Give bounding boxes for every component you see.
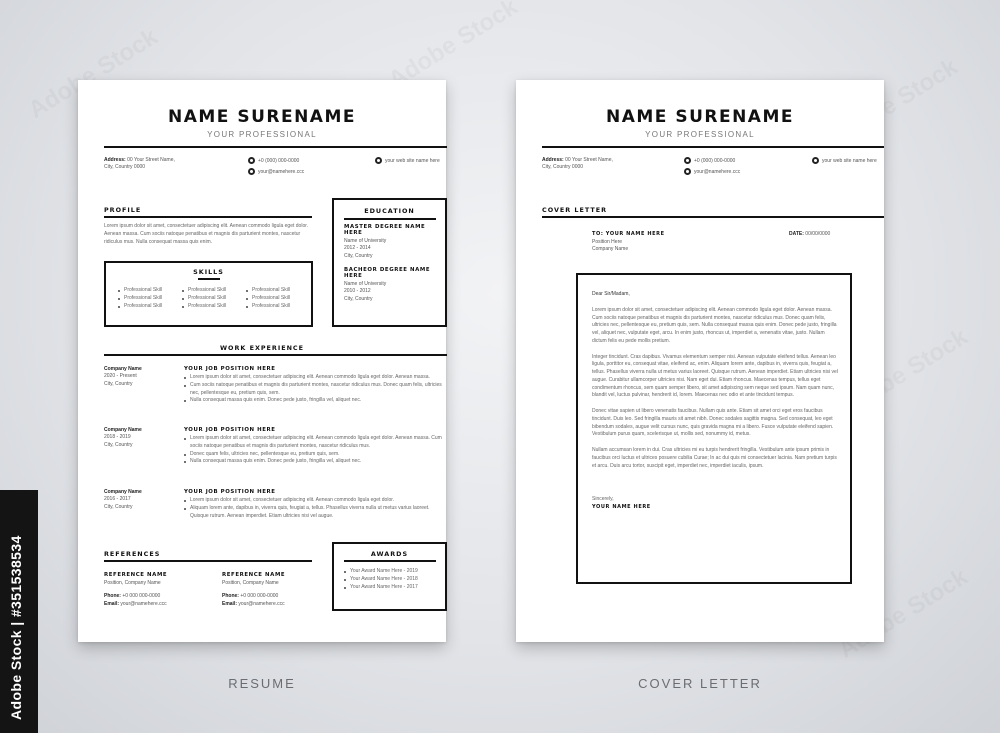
skill-item: Professional Skill xyxy=(182,287,240,295)
stock-badge-text: Adobe Stock | #351538534 xyxy=(8,535,24,720)
skills-column xyxy=(182,287,240,310)
reference-email: Email: your@namehere.ccc xyxy=(104,600,167,607)
recipient-block xyxy=(592,231,665,254)
job-bullets xyxy=(184,374,446,405)
address-line2: City, Country 0000 xyxy=(104,164,146,171)
reference-phone: Phone: +0 000 000-0000 xyxy=(222,593,279,600)
job-position: YOUR JOB POSITION HERE xyxy=(184,489,276,495)
letter-body xyxy=(592,291,838,512)
education-entry xyxy=(344,224,440,260)
date-label: DATE: xyxy=(789,231,804,237)
letter-paragraph: Nullam accumsan lorem in dui. Cras ultricies mi eu turpis hendrerit fringilla. Vestibulum ante ipsum primis in faucibus orci luctus et ultrices posuere cubilia Curae; In ac dui quis mi consectetuer lacinia. Nam pretium turpis et arcu. Duis arcu tortor, suscipit eget, imperdiet nec, imperdiet iaculis, ipsum. xyxy=(592,447,837,469)
reference-entry xyxy=(222,572,322,608)
reference-name: REFERENCE NAME xyxy=(104,572,168,578)
salutation: Dear Sir/Madam, xyxy=(592,291,630,297)
education-underline xyxy=(344,218,436,220)
phone-icon xyxy=(248,157,255,164)
phone-contact: +0 (000) 000-0000 xyxy=(248,157,299,164)
skills-column xyxy=(246,287,304,310)
education-box xyxy=(332,198,447,327)
education-years: 2012 - 2014 xyxy=(344,245,371,252)
job-bullet: Nulla consequat massa quis enim. Donec pede justo, fringilla vel, aliquet nec. xyxy=(184,458,446,466)
job-bullet: Lorem ipsum dolor sit amet, consectetuer adipiscing elit. Aenean commodo ligula eget dolor. Aenean massa. Cum sociis natoque penatibus et magnis dis parturient montes, nascetur ridiculus mus. xyxy=(184,435,446,451)
job-years: 2018 - 2019 xyxy=(104,434,131,441)
award-item: Your Award Name Here - 2019 xyxy=(344,568,444,576)
job-bullet: Donec quam felis, ultricies nec, pellentesque eu, pretium quis, sem. xyxy=(184,451,446,459)
job-location: City, Country xyxy=(104,380,133,387)
company-name: Company Name xyxy=(104,489,142,495)
resume-caption: RESUME xyxy=(228,676,296,691)
letter-paragraph: Lorem ipsum dolor sit amet, consectetuer adipiscing elit. Aenean commodo ligula eget dolor. Aenean massa. Cum sociis natoque penatibus et magnis dis parturient montes, nascetur ridiculus mus. Donec quam felis, ultricies nec, pellentesque eu, pretium quis, sem. Nulla consequat massa quis enim. Donec pede justo, fringilla vel, aliquet nec, vulputate eget, arcu. In enim justo, rhoncus ut, imperdiet a, venenatis vitae, justo. Nullam dictum felis eu pede mollis pretium. xyxy=(592,306,837,344)
skill-item: Professional Skill xyxy=(246,295,304,303)
reference-position: Position, Company Name xyxy=(222,580,279,586)
header-divider xyxy=(104,146,447,148)
skills-column xyxy=(118,287,176,310)
award-item: Your Award Name Here - 2018 xyxy=(344,576,444,584)
education-location: City, Country xyxy=(344,295,373,302)
work-heading: WORK EXPERIENCE xyxy=(220,344,304,352)
work-divider xyxy=(104,354,447,356)
cover-name: NAME SURENAME xyxy=(606,107,794,127)
company-name: Company Name xyxy=(104,427,142,433)
education-location: City, Country xyxy=(344,252,373,259)
skill-item: Professional Skill xyxy=(246,287,304,295)
reference-phone: Phone: +0 000 000-0000 xyxy=(104,593,161,600)
recipient-name: TO: YOUR NAME HERE xyxy=(592,231,665,237)
skills-box xyxy=(104,261,313,327)
skill-item: Professional Skill xyxy=(182,295,240,303)
phone-icon xyxy=(684,157,691,164)
email-icon xyxy=(248,168,255,175)
header-divider xyxy=(542,146,884,148)
skill-item: Professional Skill xyxy=(118,287,176,295)
email-icon xyxy=(684,168,691,175)
signature-name: YOUR NAME HERE xyxy=(592,504,651,510)
job-bullets xyxy=(184,435,446,466)
skills-heading: SKILLS xyxy=(193,268,224,276)
references-heading: REFERENCES xyxy=(104,550,161,558)
skill-item: Professional Skill xyxy=(118,303,176,311)
globe-icon xyxy=(375,157,382,164)
job-years: 2016 - 2017 xyxy=(104,496,131,503)
reference-name: REFERENCE NAME xyxy=(222,572,286,578)
address-line1: 00 Your Street Name, xyxy=(127,157,175,163)
resume-profession: YOUR PROFESSIONAL xyxy=(207,130,317,139)
profile-divider xyxy=(104,216,312,218)
reference-position: Position, Company Name xyxy=(104,580,161,586)
skill-item: Professional Skill xyxy=(182,303,240,311)
school-name: Name of University xyxy=(344,281,387,287)
date-block xyxy=(789,231,830,238)
awards-underline xyxy=(344,560,436,562)
recipient-position: Position Here xyxy=(592,239,623,245)
award-item: Your Award Name Here - 2017 xyxy=(344,584,444,592)
job-bullets xyxy=(184,497,446,520)
reference-email: Email: your@namehere.ccc xyxy=(222,600,285,607)
address-block: Address: 00 Your Street Name, City, Country 0000 xyxy=(542,157,613,171)
education-years: 2010 - 2012 xyxy=(344,288,371,295)
job-position: YOUR JOB POSITION HERE xyxy=(184,366,276,372)
date-value: 00/00/0000 xyxy=(805,231,831,237)
phone-contact: +0 (000) 000-0000 xyxy=(684,157,735,164)
job-years: 2020 - Present xyxy=(104,373,137,380)
company-name: Company Name xyxy=(104,366,142,372)
job-bullet: Cum sociis natoque penatibus et magnis dis parturient montes, nascetur ridiculus mus. Donec quam felis, ultricies nec, pellentesque eu, pretium quis, sem. xyxy=(184,382,446,398)
cover-caption: COVER LETTER xyxy=(638,676,762,691)
letter-body-box xyxy=(576,273,852,584)
skills-grid xyxy=(118,287,304,310)
degree-name: BACHEOR DEGREE NAME HERE xyxy=(344,267,431,279)
awards-list xyxy=(344,568,444,591)
reference-entry xyxy=(104,572,214,608)
cover-letter-divider xyxy=(542,216,884,218)
job-position: YOUR JOB POSITION HERE xyxy=(184,427,276,433)
website-contact: your web site name here xyxy=(812,157,877,164)
cover-letter-page xyxy=(516,80,884,642)
globe-icon xyxy=(812,157,819,164)
degree-name: MASTER DEGREE NAME HERE xyxy=(344,224,426,236)
job-location: City, Country xyxy=(104,503,133,510)
website-contact: your web site name here xyxy=(375,157,440,164)
references-divider xyxy=(104,560,312,562)
resume-page xyxy=(78,80,446,642)
resume-name: NAME SURENAME xyxy=(168,107,356,127)
address-label: Address: xyxy=(104,157,126,163)
skill-item: Professional Skill xyxy=(118,295,176,303)
closing: Sincerely, xyxy=(592,496,614,503)
skills-underline xyxy=(198,278,220,280)
education-heading: EDUCATION xyxy=(364,207,415,215)
job-bullet: Aliquam lorem ante, dapibus in, viverra quis, feugiat a, tellus. Phasellus viverra nulla ut metus varius laoreet. Quisque rutrum. Aenean imperdiet. Etiam ultricies nisi vel augue. xyxy=(184,505,446,521)
job-bullet: Nulla consequat massa quis enim. Donec pede justo, fringilla vel, aliquet nec. xyxy=(184,397,446,405)
school-name: Name of University xyxy=(344,238,387,244)
address-block xyxy=(104,157,175,172)
awards-heading: AWARDS xyxy=(370,550,409,558)
profile-heading: PROFILE xyxy=(104,206,142,214)
cover-profession: YOUR PROFESSIONAL xyxy=(645,130,755,139)
letter-paragraph: Donec vitae sapien ut libero venenatis faucibus. Nullam quis ante. Etiam sit amet orci eget eros faucibus tincidunt. Duis leo. Sed fringilla mauris sit amet nibh. Donec sodales sagittis magna. Sed consequat, leo eget bibendum sodales, augue velit cursus nunc, quis gravida magna mi a libero. Fusce vulputate eleifend sapien. Vestibulum purus quam, scelerisque ut, mollis sed, nonummy id, metus. xyxy=(592,408,834,438)
education-entry xyxy=(344,267,436,303)
job-bullet: Lorem ipsum dolor sit amet, consectetuer adipiscing elit. Aenean commodo ligula eget dolor. xyxy=(184,497,446,505)
job-location: City, Country xyxy=(104,441,133,448)
email-contact: your@namehere.ccc xyxy=(248,168,304,175)
job-bullet: Lorem ipsum dolor sit amet, consectetuer adipiscing elit. Aenean commodo ligula eget dolor. Aenean massa. xyxy=(184,374,446,382)
cover-letter-heading: COVER LETTER xyxy=(542,206,607,214)
skill-item: Professional Skill xyxy=(246,303,304,311)
profile-text: Lorem ipsum dolor sit amet, consectetuer adipiscing elit. Aenean commodo ligula eget dolor. Aenean massa. Cum sociis natoque penatibus et magnis dis parturient montes, nascetur ridiculus mus. Nulla consequat massa quis enim. xyxy=(104,223,309,245)
recipient-company: Company Name xyxy=(592,246,629,253)
awards-box xyxy=(332,542,447,611)
email-contact: your@namehere.ccc xyxy=(684,168,740,175)
letter-paragraph: Integer tincidunt. Cras dapibus. Vivamus elementum semper nisi. Aenean vulputate eleifend tellus. Aenean leo ligula, porttitor eu, consequat vitae, eleifend ac, enim. Aliquam lorem ante, dapibus in, viverra quis, feugiat a, tellus. Phasellus viverra nulla ut metus varius laoreet. Quisque rutrum. Aenean imperdiet. Etiam ultricies nisi vel augue. Curabitur ullamcorper ultricies nisi. Nam eget dui. Etiam rhoncus. Maecenas tempus, tellus eget condimentum rhoncus, sem quam semper libero, sit amet adipiscing sem neque sed ipsum. Nam quam nunc, blandit vel, luctus pulvinar, hendrerit id, lorem. Maecenas nec odio et ante tincidunt tempus. xyxy=(592,353,838,399)
